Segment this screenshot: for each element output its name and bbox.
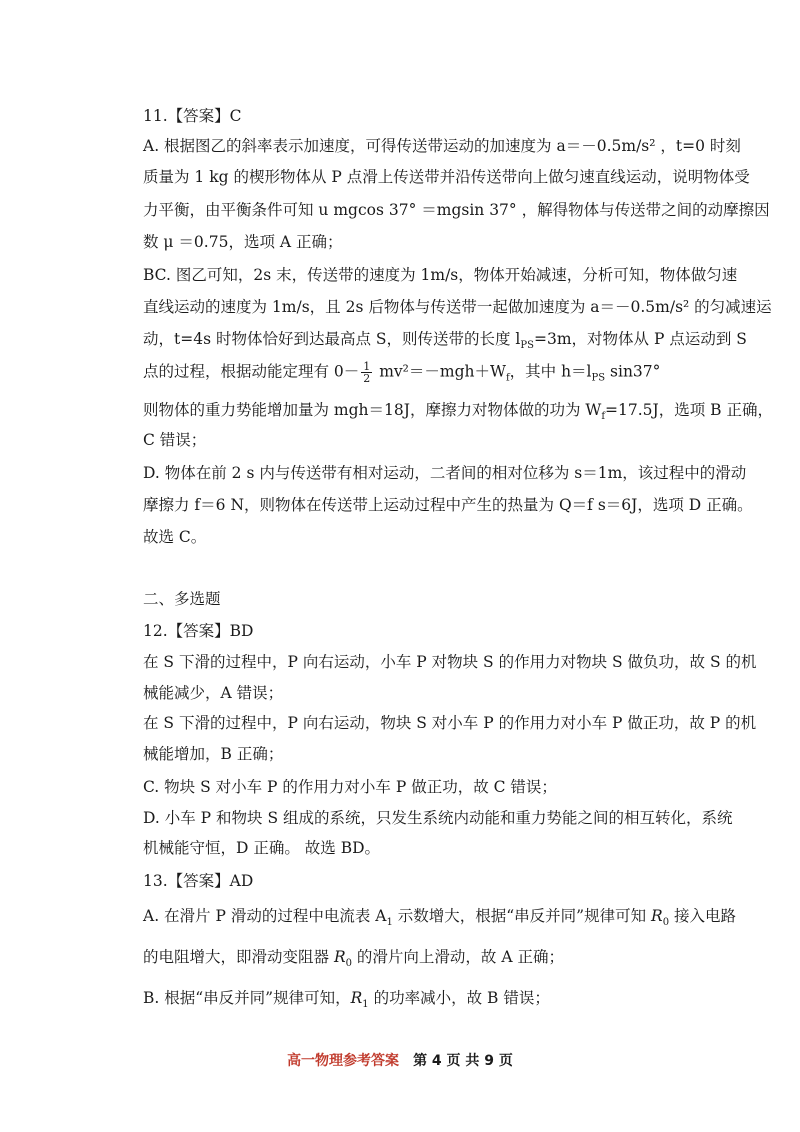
text-fragment: sin37° (605, 362, 661, 381)
text-line: 故选 C。 (143, 528, 207, 546)
text-line: 械能增加，B 正确； (143, 745, 284, 763)
text-line: D. 小车 P 和物块 S 组成的系统，只发生系统内动能和重力势能之间的相互转化，系统 (143, 809, 733, 827)
text-fragment: =3m，对物体从 P 点运动到 S (533, 330, 747, 348)
text-fragment: 则物体的重力势能增加量为 mgh＝18J，摩擦力对物体做的功为 W (143, 401, 602, 419)
page-footer (0, 1050, 800, 1070)
text-line (143, 947, 564, 974)
text-line: 械能减少，A 错误； (143, 684, 284, 702)
text-fragment: mv²＝－mgh＋W (374, 362, 506, 381)
text-line: 直线运动的速度为 1m/s，且 2s 后物体与传送带一起做加速度为 a＝－0.5m/s² 的匀减速运 (143, 298, 772, 316)
section-heading: 二、多选题 (143, 590, 221, 608)
subscript: 0 (345, 958, 352, 970)
subscript: 0 (662, 917, 670, 929)
subscript: f (505, 372, 510, 384)
fraction-denominator: 2 (363, 372, 371, 385)
answer-11-header: 11.【答案】C (143, 107, 242, 125)
text-fragment: ，其中 h＝l (509, 362, 592, 381)
fraction-numerator: 1 (363, 360, 371, 373)
subscript: f (601, 411, 606, 423)
text-line: C 错误； (143, 431, 207, 449)
text-line (143, 988, 550, 1015)
text-fragment: 示数增大，根据“串反并同”规律可知 (392, 907, 652, 925)
answer-12-header: 12.【答案】BD (143, 622, 254, 640)
text-line: 质量为 1 kg 的楔形物体从 P 点滑上传送带并沿传送带向上做匀速直线运动，说明物体受 (143, 168, 750, 186)
text-line: 在 S 下滑的过程中，P 向右运动，小车 P 对物块 S 的作用力对物块 S 做负功，故 S 的机 (143, 653, 757, 671)
answer-13-header: 13.【答案】AD (143, 872, 254, 890)
subscript: PS (520, 340, 534, 352)
text-fragment: 接入电路 (669, 907, 737, 925)
subscript: 1 (386, 917, 393, 929)
text-line: A. 根据图乙的斜率表示加速度，可得传送带运动的加速度为 a＝－0.5m/s² ，t=0 时刻 (143, 137, 741, 155)
text-fragment: 点的过程，根据动能定理有 0－ (143, 362, 360, 381)
text-line (143, 906, 736, 933)
page-number: 第 4 页 共 9 页 (413, 1053, 513, 1069)
variable: R (350, 989, 363, 1007)
subscript: PS (591, 372, 606, 384)
text-line: 在 S 下滑的过程中，P 向右运动，物块 S 对小车 P 的作用力对小车 P 做正功，故 P 的机 (143, 714, 757, 732)
text-fragment: =17.5J，选项 B 正确， (605, 401, 773, 419)
text-fragment: 的功率减小，故 B 错误； (368, 989, 550, 1007)
text-line: D. 物体在前 2 s 内与传送带有相对运动，二者间的相对位移为 s＝1m，该过程中的滑动 (143, 464, 747, 482)
text-line: 力平衡，由平衡条件可知 u mgcos 37° ＝mgsin 37° ，解得物体与传送带之间的动摩擦因 (143, 201, 770, 219)
text-fragment: 的电阻增大，即滑动变阻器 (143, 948, 334, 966)
text-line: C. 物块 S 对小车 P 的作用力对小车 P 做正功，故 C 错误； (143, 778, 557, 796)
text-line (143, 361, 660, 389)
text-line: BC. 图乙可知，2s 末，传送带的速度为 1m/s，物体开始减速，分析可知，物体做匀速 (143, 266, 738, 284)
text-fragment: A. 在滑片 P 滑动的过程中电流表 A (143, 907, 387, 925)
subscript: 1 (362, 999, 369, 1011)
variable: R (333, 948, 346, 966)
text-line: 摩擦力 f＝6 N，则物体在传送带上运动过程中产生的热量为 Q＝f s＝6J，选项 D 正确。 (143, 496, 753, 514)
text-line (143, 329, 747, 356)
footer-title: 高一物理参考答案 (287, 1053, 400, 1069)
text-line (143, 400, 773, 427)
text-fragment: 的滑片向上滑动，故 A 正确； (351, 948, 564, 966)
text-fragment: B. 根据“串反并同”规律可知， (143, 989, 351, 1007)
text-fragment: 动，t=4s 时物体恰好到达最高点 S，则传送带的长度 l (143, 330, 521, 348)
fraction (361, 361, 372, 384)
text-line: 机械能守恒，D 正确。 故选 BD。 (143, 839, 381, 857)
text-line: 数 μ ＝0.75，选项 A 正确； (143, 233, 343, 251)
variable: R (651, 907, 663, 925)
